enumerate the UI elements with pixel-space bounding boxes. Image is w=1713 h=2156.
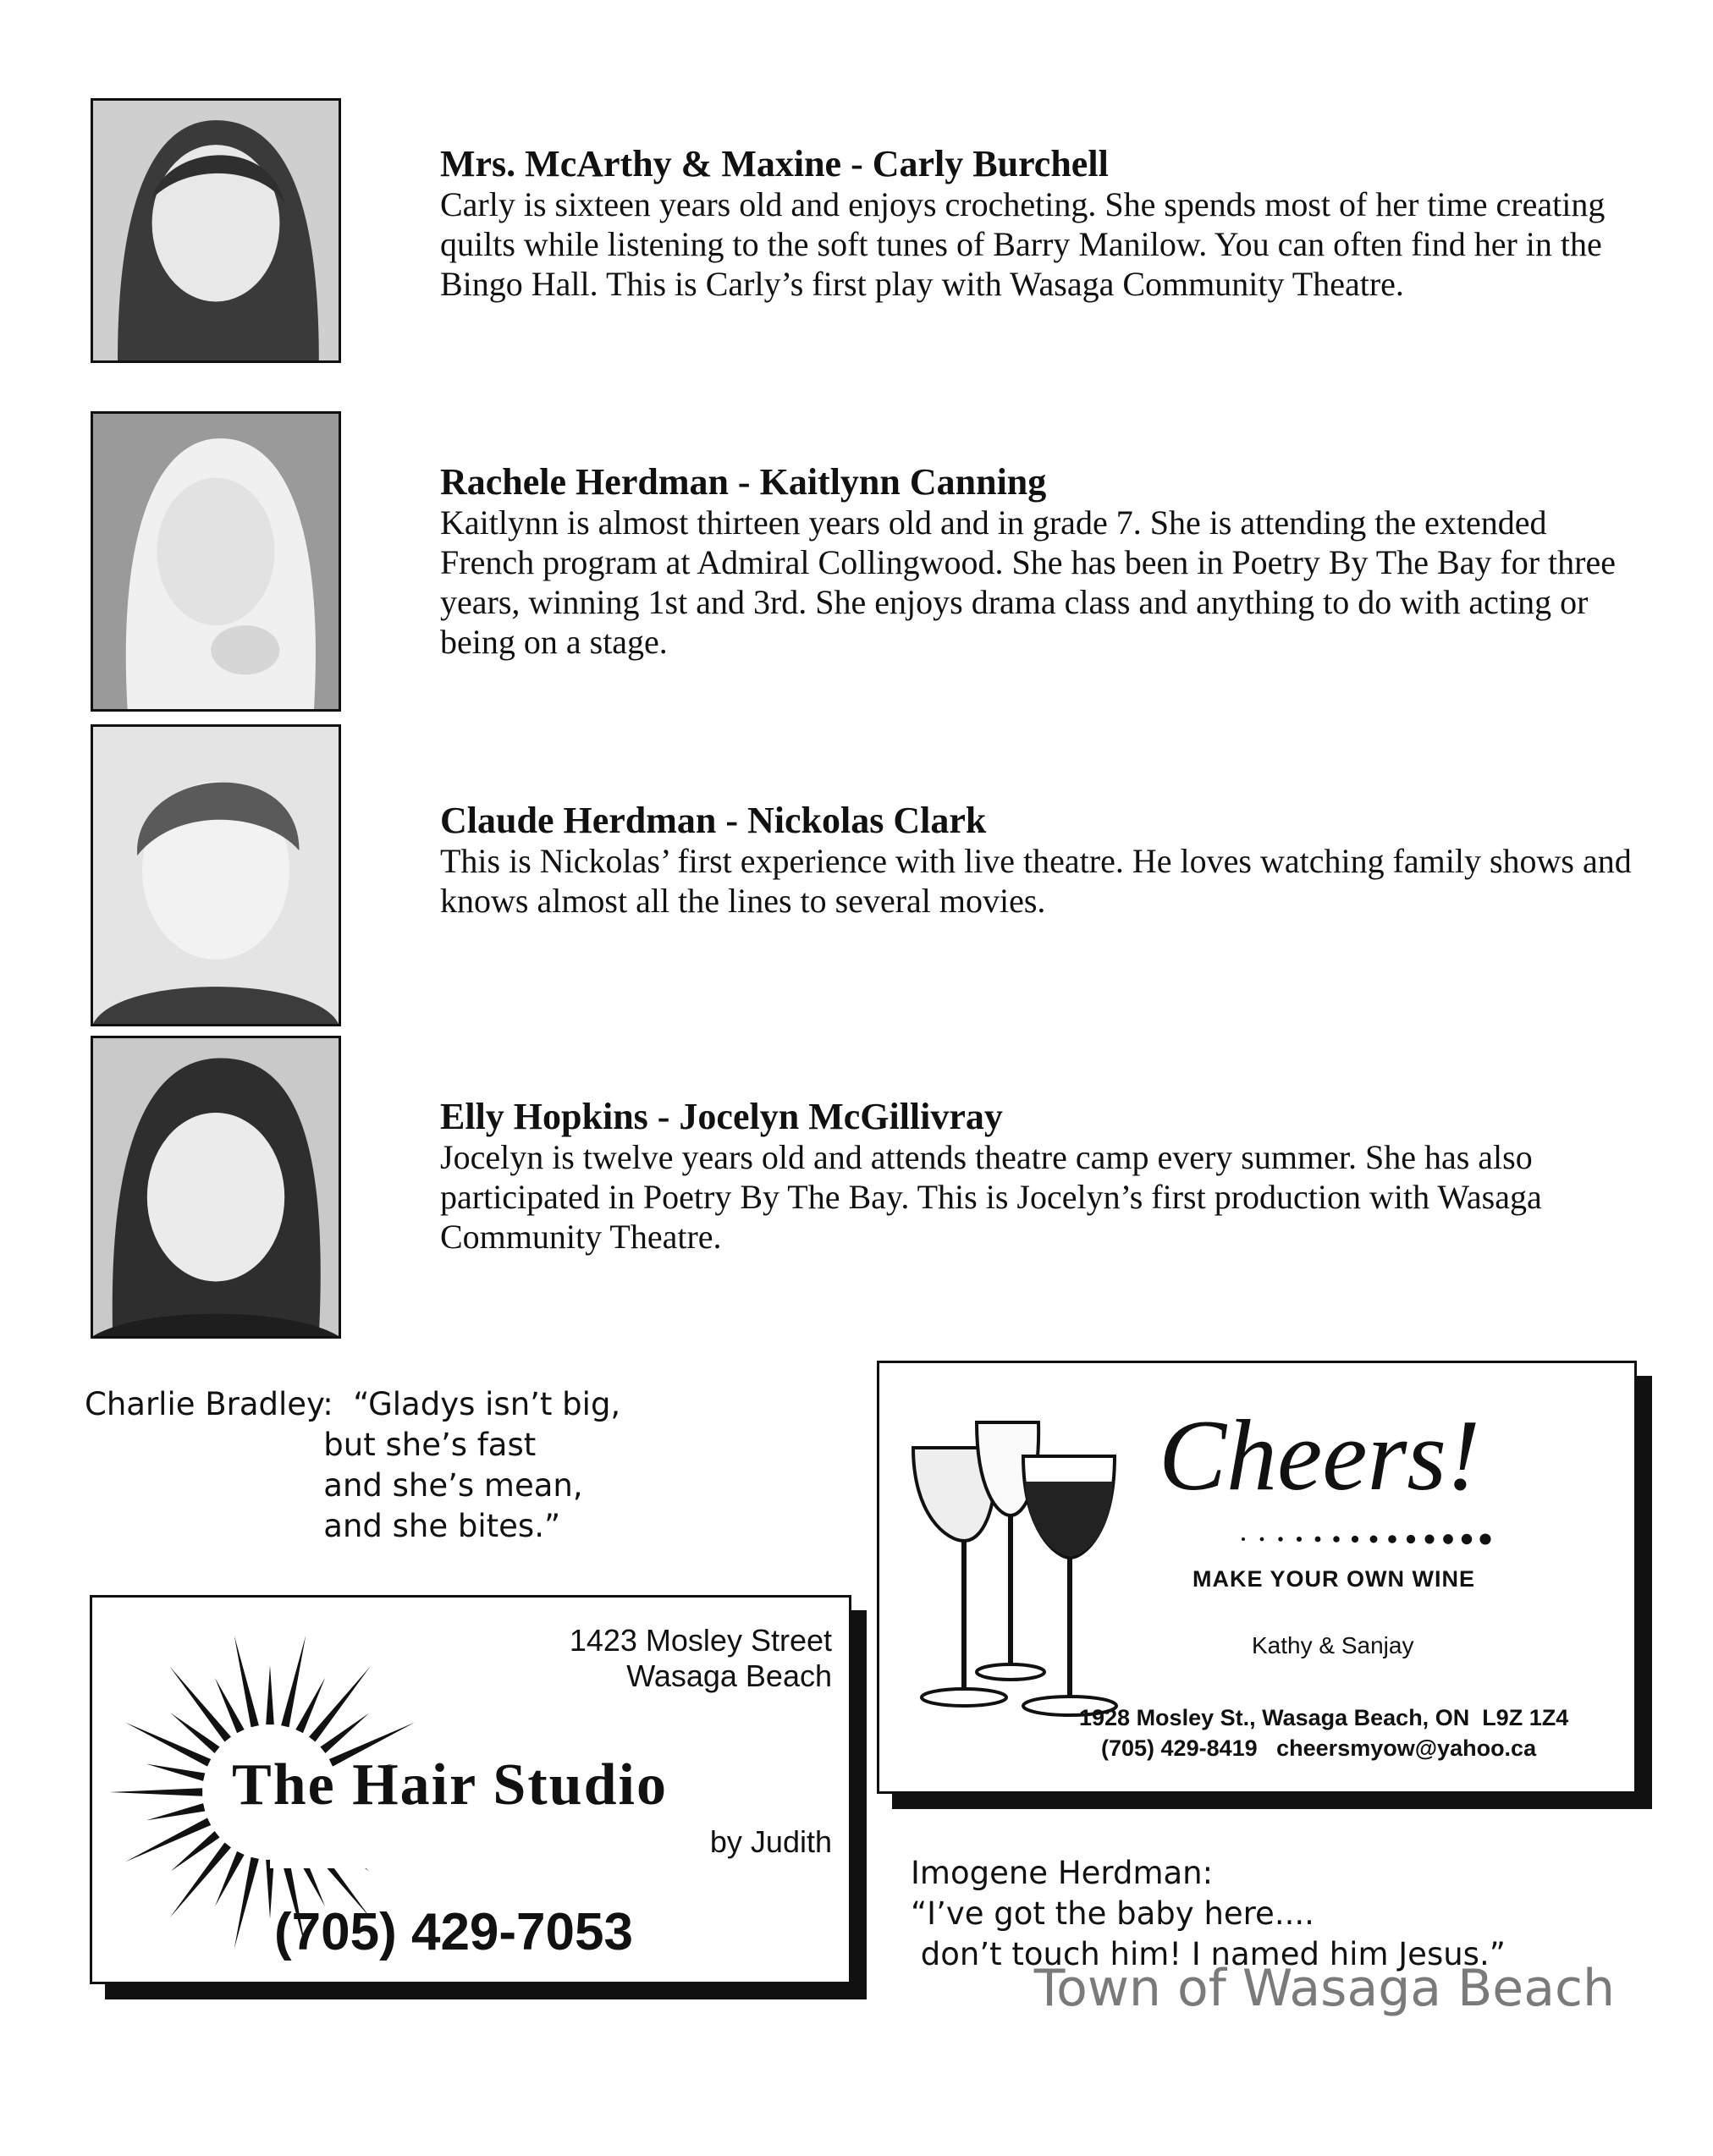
sun-ray xyxy=(234,1636,259,1727)
ad-cheers xyxy=(877,1361,1637,1794)
cast-bio-text: Carly is sixteen years old and enjoys crocheting. She spends most of her time creating quilts while listening to the soft tunes of Barry Manilow. You can often find her in the Bingo Hall. This is Carly’s first play with Wasaga Community Theatre. xyxy=(440,185,1606,303)
sun-ray xyxy=(125,1723,211,1767)
divider-dot xyxy=(1443,1534,1453,1544)
hair-studio-address-2: Wasaga Beach xyxy=(626,1658,832,1693)
divider-dot xyxy=(1388,1535,1396,1543)
cheers-owners: Kathy & Sanjay xyxy=(1252,1632,1414,1658)
wine-glasses-icon xyxy=(896,1414,1150,1735)
portrait-placeholder xyxy=(93,727,339,1024)
hair-studio-phone: (705) 429-7053 xyxy=(274,1903,633,1961)
divider-dot xyxy=(1425,1535,1435,1544)
cheers-contact: (705) 429-8419 cheersmyow@yahoo.ca xyxy=(1101,1735,1537,1761)
divider-dot xyxy=(1407,1535,1415,1543)
divider-dot xyxy=(1370,1536,1378,1543)
divider-dot xyxy=(1297,1537,1302,1542)
divider-dot xyxy=(1462,1534,1472,1544)
cast-bio-text: Kaitlynn is almost thirteen years old and in grade 7. She is attending the extended French program at Admiral Collingwood. She has been in Poetry By The Bay for three years, winning 1st and 3rd. She enjoys drama class and anything to do with acting or being on a stage. xyxy=(440,503,1616,661)
hair-studio-address-1: 1423 Mosley Street xyxy=(569,1623,832,1658)
cast-bio-text: This is Nickolas’ first experience with live theatre. He loves watching family shows and knows almost all the lines to several movies. xyxy=(440,842,1632,920)
cheers-tagline: MAKE YOUR OWN WINE xyxy=(1192,1566,1475,1592)
hair-studio-name: The Hair Studio xyxy=(232,1752,668,1818)
cast-photo-kaitlynn xyxy=(91,411,341,712)
sun-ray xyxy=(170,1666,231,1741)
sun-ray xyxy=(109,1788,202,1796)
dotted-divider xyxy=(1235,1532,1506,1546)
cast-bio-carly xyxy=(440,144,1642,304)
cast-photo-nickolas xyxy=(91,724,341,1026)
cast-bio-jocelyn xyxy=(440,1097,1642,1257)
watermark: Town of Wasaga Beach xyxy=(1033,1959,1615,2018)
cast-photo-jocelyn xyxy=(91,1036,341,1339)
divider-dot xyxy=(1242,1537,1245,1541)
cast-bio-kaitlynn xyxy=(440,462,1642,662)
sun-ray xyxy=(281,1636,306,1727)
cast-heading: Rachele Herdman - Kaitlynn Canning xyxy=(440,461,1047,503)
divider-dot xyxy=(1352,1536,1358,1543)
sun-ray xyxy=(125,1818,211,1862)
cast-bio-nickolas xyxy=(440,800,1642,921)
quote-charlie-bradley: Charlie Bradley: “Gladys isn’t big, but she’s fast and she’s mean, and she bites.” xyxy=(85,1386,621,1544)
cheers-address: 1928 Mosley St., Wasaga Beach, ON L9Z 1Z4 xyxy=(1079,1705,1569,1730)
portrait-placeholder xyxy=(93,101,339,360)
sun-ray xyxy=(309,1666,370,1741)
sun-ray xyxy=(170,1842,231,1917)
divider-dot xyxy=(1479,1533,1490,1544)
sun-ray xyxy=(234,1857,259,1949)
sun-ray xyxy=(266,1860,274,1919)
portrait-placeholder xyxy=(93,1038,339,1336)
cheers-logo: Cheers! xyxy=(1159,1399,1480,1511)
divider-dot xyxy=(1315,1537,1321,1543)
cast-heading: Claude Herdman - Nickolas Clark xyxy=(440,800,987,841)
cast-photo-carly xyxy=(91,98,341,363)
hair-studio-byline: by Judith xyxy=(709,1824,832,1859)
divider-dot xyxy=(1278,1537,1282,1541)
portrait-placeholder xyxy=(93,414,339,709)
cast-heading: Elly Hopkins - Jocelyn McGillivray xyxy=(440,1096,1003,1137)
sun-ray xyxy=(146,1803,205,1820)
sun-ray xyxy=(146,1764,205,1781)
quote-imogene-herdman: Imogene Herdman: “I’ve got the baby here.... don’t touch him! I named him Jesus.” xyxy=(911,1855,1506,1972)
cast-bio-text: Jocelyn is twelve years old and attends theatre camp every summer. She has also participated in Poetry By The Bay. This is Jocelyn’s first production with Wasaga Community Theatre. xyxy=(440,1138,1542,1256)
sun-ray xyxy=(266,1665,274,1724)
ad-hair-studio xyxy=(90,1595,851,1984)
divider-dot xyxy=(1260,1537,1264,1542)
divider-dot xyxy=(1333,1536,1340,1543)
cast-heading: Mrs. McArthy & Maxine - Carly Burchell xyxy=(440,143,1109,184)
